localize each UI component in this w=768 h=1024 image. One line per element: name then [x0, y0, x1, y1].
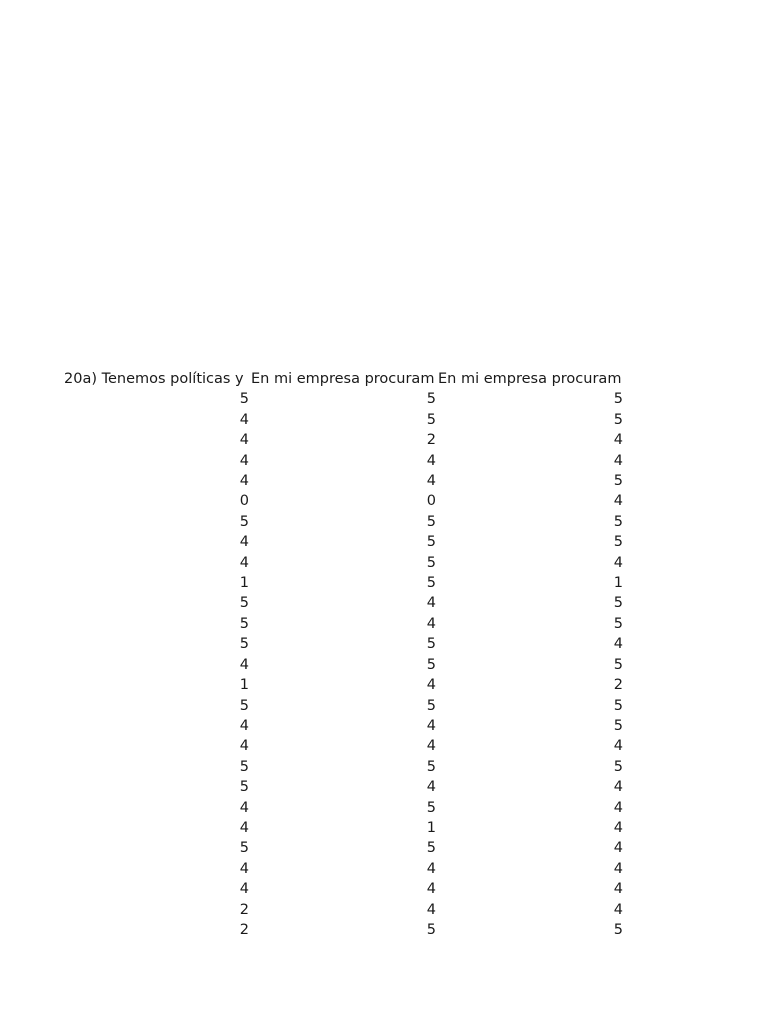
- table-cell: 4: [426, 595, 436, 612]
- table-cell: 5: [239, 758, 249, 775]
- table-row: [64, 532, 625, 552]
- table-body: [64, 389, 625, 940]
- table-cell: 5: [613, 534, 623, 551]
- data-table: [64, 369, 625, 940]
- table-cell: 4: [426, 860, 436, 877]
- table-cell: 4: [613, 881, 623, 898]
- table-cell: 1: [239, 575, 249, 592]
- table-cell: 5: [426, 636, 436, 653]
- table-row: [64, 736, 625, 756]
- table-cell: 4: [239, 717, 249, 734]
- table-cell: 5: [613, 391, 623, 408]
- table-cell: 5: [239, 636, 249, 653]
- table-cell: 4: [613, 819, 623, 836]
- table-row: [64, 757, 625, 777]
- table-row: [64, 614, 625, 634]
- table-cell: 5: [426, 656, 436, 673]
- table-cell: 4: [239, 799, 249, 816]
- table-row: [64, 900, 625, 920]
- table-row: [64, 389, 625, 409]
- spreadsheet-area: [64, 369, 625, 940]
- table-cell: 5: [239, 615, 249, 632]
- table-row: [64, 920, 625, 940]
- table-row: [64, 430, 625, 450]
- table-cell: 5: [613, 411, 623, 428]
- table-cell: 4: [613, 860, 623, 877]
- table-row: [64, 512, 625, 532]
- table-row: [64, 634, 625, 654]
- table-cell: 4: [613, 901, 623, 918]
- table-cell: 4: [426, 452, 436, 469]
- table-cell: 5: [426, 513, 436, 530]
- table-cell: 4: [239, 534, 249, 551]
- table-cell: 5: [426, 921, 436, 938]
- table-cell: 1: [239, 677, 249, 694]
- table-cell: 5: [239, 697, 249, 714]
- table-row: [64, 879, 625, 899]
- table-cell: 5: [613, 473, 623, 490]
- column-header-3: En mi empresa procuram: [438, 371, 622, 387]
- table-cell: 4: [613, 636, 623, 653]
- table-cell: 4: [613, 432, 623, 449]
- table-row: [64, 573, 625, 593]
- table-cell: 5: [613, 717, 623, 734]
- table-cell: 2: [613, 677, 623, 694]
- table-cell: 5: [613, 615, 623, 632]
- table-row: [64, 696, 625, 716]
- table-cell: 5: [613, 656, 623, 673]
- table-cell: 4: [426, 738, 436, 755]
- table-cell: 2: [239, 901, 249, 918]
- table-cell: 4: [426, 677, 436, 694]
- table-row: [64, 798, 625, 818]
- table-cell: 4: [613, 840, 623, 857]
- column-header-2: En mi empresa procuram: [251, 371, 435, 387]
- table-cell: 1: [613, 575, 623, 592]
- table-cell: 5: [426, 554, 436, 571]
- table-cell: 5: [426, 799, 436, 816]
- table-cell: 5: [613, 595, 623, 612]
- table-row: [64, 675, 625, 695]
- table-cell: 5: [613, 513, 623, 530]
- table-cell: 5: [239, 840, 249, 857]
- table-cell: 5: [613, 758, 623, 775]
- table-row: [64, 655, 625, 675]
- table-cell: 4: [613, 452, 623, 469]
- table-cell: 4: [239, 656, 249, 673]
- table-cell: 0: [239, 493, 249, 510]
- column-header-1: 20a) Tenemos políticas y: [64, 371, 244, 387]
- table-cell: 4: [426, 615, 436, 632]
- table-cell: 4: [239, 554, 249, 571]
- table-cell: 5: [613, 697, 623, 714]
- table-cell: 4: [239, 738, 249, 755]
- table-cell: 4: [239, 411, 249, 428]
- table-cell: 4: [613, 779, 623, 796]
- table-row: [64, 491, 625, 511]
- table-cell: 4: [426, 473, 436, 490]
- table-cell: 5: [426, 575, 436, 592]
- table-cell: 5: [239, 595, 249, 612]
- table-row: [64, 553, 625, 573]
- table-cell: 4: [239, 432, 249, 449]
- table-cell: 5: [239, 391, 249, 408]
- table-cell: 4: [239, 473, 249, 490]
- table-row: [64, 410, 625, 430]
- table-row: [64, 593, 625, 613]
- table-cell: 5: [426, 758, 436, 775]
- table-row: [64, 859, 625, 879]
- table-cell: 1: [426, 819, 436, 836]
- table-cell: 4: [239, 881, 249, 898]
- table-cell: 2: [426, 432, 436, 449]
- table-cell: 0: [426, 493, 436, 510]
- table-row: [64, 777, 625, 797]
- table-cell: 4: [613, 799, 623, 816]
- table-cell: 4: [613, 554, 623, 571]
- table-cell: 2: [239, 921, 249, 938]
- table-cell: 4: [426, 881, 436, 898]
- table-cell: 4: [239, 860, 249, 877]
- table-cell: 4: [239, 452, 249, 469]
- table-cell: 5: [613, 921, 623, 938]
- table-cell: 5: [426, 697, 436, 714]
- table-cell: 5: [426, 391, 436, 408]
- header-row: [64, 369, 625, 389]
- table-cell: 5: [239, 779, 249, 796]
- table-cell: 4: [613, 493, 623, 510]
- table-cell: 5: [426, 534, 436, 551]
- table-row: [64, 716, 625, 736]
- table-cell: 5: [239, 513, 249, 530]
- table-cell: 4: [613, 738, 623, 755]
- table-row: [64, 818, 625, 838]
- table-row: [64, 471, 625, 491]
- table-row: [64, 451, 625, 471]
- table-cell: 5: [426, 411, 436, 428]
- table-cell: 4: [239, 819, 249, 836]
- table-cell: 4: [426, 779, 436, 796]
- table-cell: 5: [426, 840, 436, 857]
- table-row: [64, 838, 625, 858]
- table-cell: 4: [426, 717, 436, 734]
- table-cell: 4: [426, 901, 436, 918]
